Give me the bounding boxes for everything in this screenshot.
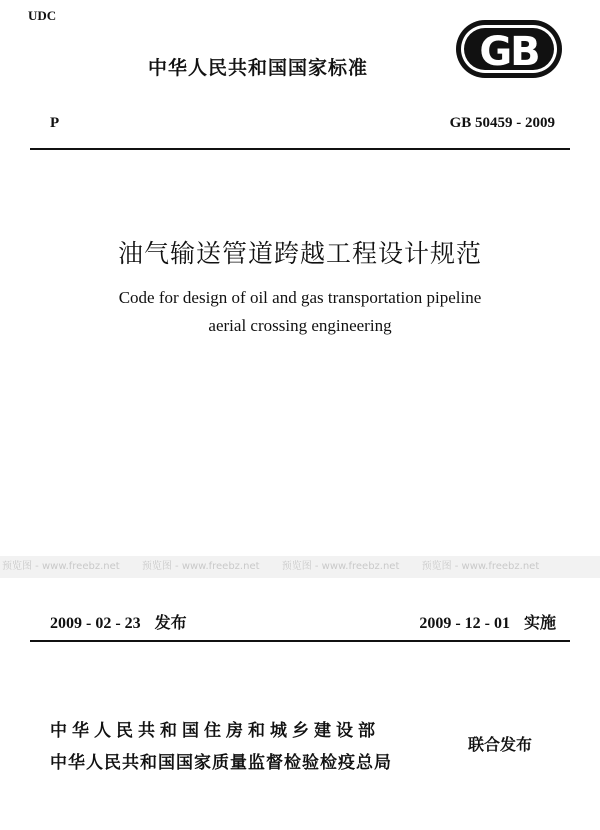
watermark-text: 预览图 - www.freebz.net <box>281 561 400 572</box>
gb-logo-icon <box>455 18 563 80</box>
watermark-text: 预览图 - www.freebz.net <box>2 561 120 572</box>
bottom-divider <box>30 640 570 642</box>
udc-label: UDC <box>28 8 57 23</box>
issuer-aqsiq: 中华人民共和国国家质量监督检验检疫总局 <box>50 753 392 773</box>
standard-number: GB 50459 - 2009 <box>449 115 555 131</box>
title-english-line1: Code for design of oil and gas transportation pipeline <box>118 288 482 307</box>
watermark-text: 预览图 - www.freebz.net <box>421 561 540 572</box>
category-label: P <box>50 115 60 131</box>
watermark-strip <box>0 556 600 578</box>
issue-date: 2009 - 02 - 23 <box>50 615 141 632</box>
top-divider <box>30 148 570 150</box>
title-english-line2: aerial crossing engineering <box>208 316 392 335</box>
implement-date: 2009 - 12 - 01 <box>419 615 510 632</box>
issue-date-row <box>50 610 187 633</box>
national-standard-heading: 中华人民共和国国家标准 <box>148 57 369 79</box>
joint-issue-label: 联合发布 <box>468 735 533 754</box>
title-chinese: 油气输送管道跨越工程设计规范 <box>117 239 482 268</box>
implement-date-row <box>419 610 556 633</box>
issuer-ministry: 中华人民共和国住房和城乡建设部 <box>50 721 380 741</box>
issue-label: 发布 <box>154 613 187 632</box>
implement-label: 实施 <box>523 613 556 632</box>
gb-logo-text: GB <box>479 29 539 75</box>
watermark-text: 预览图 - www.freebz.net <box>141 561 260 572</box>
